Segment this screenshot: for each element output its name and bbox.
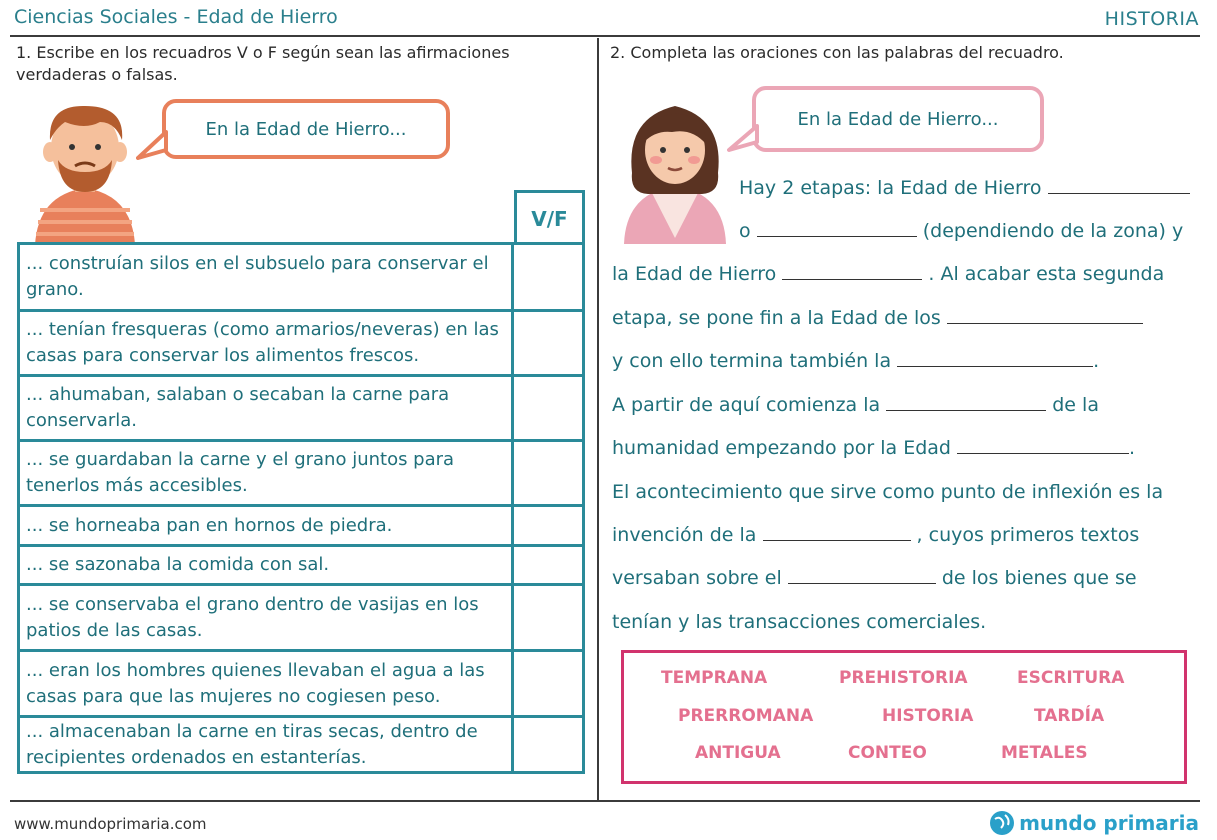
word-bank-item: CONTEO <box>848 743 927 763</box>
globe-icon <box>989 810 1015 836</box>
word-bank-item: TARDÍA <box>1034 706 1105 726</box>
answer-box[interactable] <box>514 718 582 771</box>
sentence-line: humanidad empezando por la Edad . <box>612 427 1135 470</box>
brand-logo <box>989 810 1199 836</box>
table-row <box>20 652 582 718</box>
sentence-line: tenían y las transacciones comerciales. <box>612 611 987 633</box>
sentence-line: versaban sobre el de los bienes que se <box>612 557 1137 600</box>
header-divider <box>10 35 1200 37</box>
answer-box[interactable] <box>514 442 582 504</box>
table-row <box>20 507 582 547</box>
exercise2-instruction: 2. Completa las oraciones con las palabras del recuadro. <box>610 43 1064 62</box>
answer-blank[interactable] <box>886 390 1046 411</box>
statement-text: ... construían silos en el subsuelo para conservar el grano. <box>20 245 514 309</box>
answer-blank[interactable] <box>782 259 922 280</box>
woman-speech-bubble: En la Edad de Hierro... <box>752 86 1044 152</box>
answer-box[interactable] <box>514 245 582 309</box>
table-row <box>20 442 582 507</box>
table-row <box>20 377 582 442</box>
answer-blank[interactable] <box>763 520 911 541</box>
answer-blank[interactable] <box>947 303 1143 324</box>
exercise1-instruction: 1. Escribe en los recuadros V o F según sean las afirmaciones verdaderas o falsas. <box>16 43 510 84</box>
answer-box[interactable] <box>514 377 582 439</box>
answer-box[interactable] <box>514 312 582 374</box>
word-bank <box>621 650 1187 784</box>
footer-divider <box>10 800 1200 802</box>
table-row <box>20 586 582 652</box>
answer-blank[interactable] <box>757 216 917 237</box>
answer-blank[interactable] <box>897 346 1093 367</box>
statement-text: ... se conservaba el grano dentro de vasijas en los patios de las casas. <box>20 586 514 649</box>
answer-box[interactable] <box>514 547 582 583</box>
man-illustration-icon <box>30 100 140 245</box>
table-row <box>20 718 582 771</box>
sentence-line: El acontecimiento que sirve como punto de inflexión es la <box>612 481 1164 503</box>
table-row <box>20 245 582 312</box>
word-bank-item: TEMPRANA <box>661 668 768 688</box>
statement-text: ... se guardaban la carne y el grano juntos para tenerlos más accesibles. <box>20 442 514 504</box>
answer-box[interactable] <box>514 507 582 544</box>
answer-box[interactable] <box>514 652 582 715</box>
sentence-line: la Edad de Hierro . Al acabar esta segunda <box>612 253 1164 296</box>
answer-box[interactable] <box>514 586 582 649</box>
sentence-line: o (dependiendo de la zona) y <box>739 210 1183 253</box>
bubble-tail-icon <box>727 122 759 154</box>
word-bank-item: PREHISTORIA <box>839 668 968 688</box>
statement-text: ... eran los hombres quienes llevaban el agua a las casas para que las mujeres no cogiesen peso. <box>20 652 514 715</box>
statement-text: ... se sazonaba la comida con sal. <box>20 547 514 583</box>
vf-column-header: V/F <box>514 190 585 244</box>
sentence-line: invención de la , cuyos primeros textos <box>612 514 1139 557</box>
answer-blank[interactable] <box>1048 173 1190 194</box>
footer-url: www.mundoprimaria.com <box>14 815 207 833</box>
statement-text: ... tenían fresqueras (como armarios/neveras) en las casas para conservar los alimentos frescos. <box>20 312 514 374</box>
sentence-line: A partir de aquí comienza la de la <box>612 384 1099 427</box>
sentence-line: Hay 2 etapas: la Edad de Hierro <box>739 167 1190 210</box>
table-row <box>20 547 582 586</box>
bubble-tail-icon <box>136 128 168 160</box>
sentence-line: etapa, se pone fin a la Edad de los <box>612 297 1143 340</box>
man-speech-bubble: En la Edad de Hierro... <box>162 99 450 159</box>
word-bank-item: ESCRITURA <box>1017 668 1125 688</box>
column-divider <box>597 38 599 801</box>
statement-text: ... almacenaban la carne en tiras secas, dentro de recipientes ordenados en estanterías. <box>20 718 514 771</box>
sentence-line: y con ello termina también la . <box>612 340 1099 383</box>
answer-blank[interactable] <box>957 433 1129 454</box>
word-bank-item: METALES <box>1001 743 1088 763</box>
table-row <box>20 312 582 377</box>
woman-illustration-icon <box>622 98 728 244</box>
word-bank-item: ANTIGUA <box>695 743 781 763</box>
statement-text: ... se horneaba pan en hornos de piedra. <box>20 507 514 544</box>
subject-label: HISTORIA <box>1104 8 1199 30</box>
page-title: Ciencias Sociales - Edad de Hierro <box>14 6 338 28</box>
word-bank-item: PRERROMANA <box>678 706 814 726</box>
statement-text: ... ahumaban, salaban o secaban la carne para conservarla. <box>20 377 514 439</box>
answer-blank[interactable] <box>788 563 936 584</box>
brand-name: mundo primaria <box>1019 811 1199 835</box>
word-bank-item: HISTORIA <box>882 706 974 726</box>
